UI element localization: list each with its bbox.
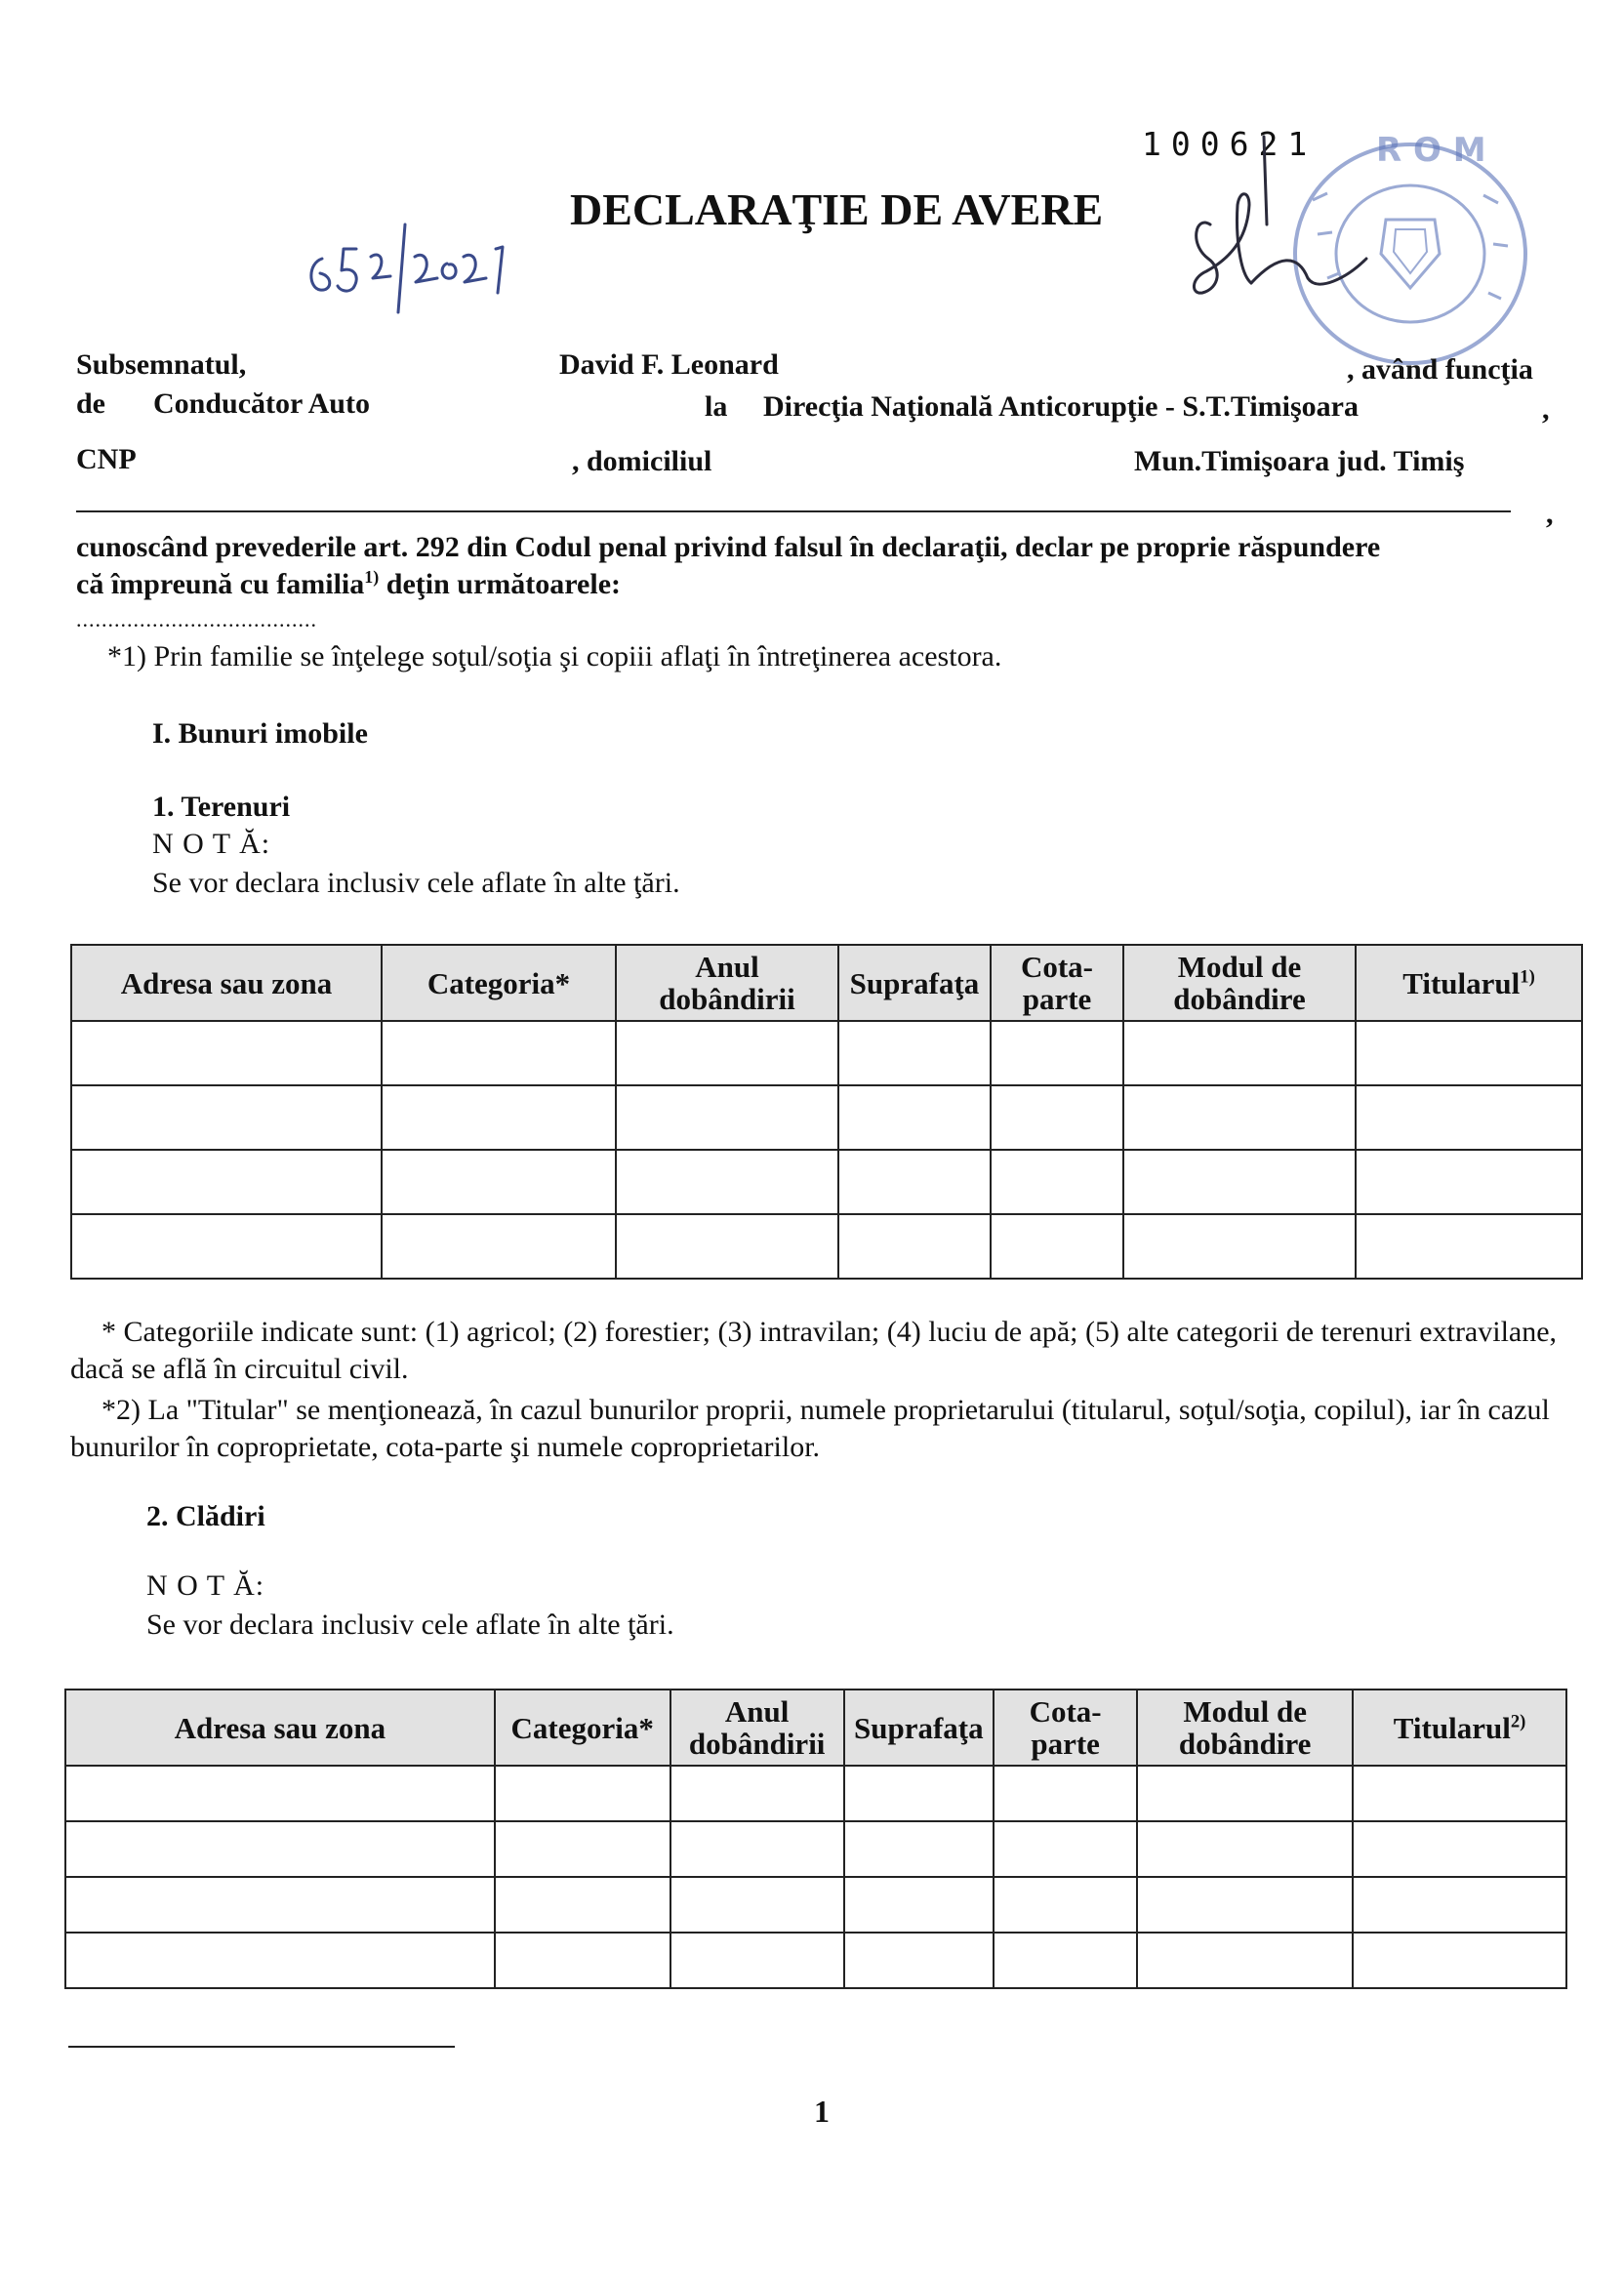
table-cell [65,1821,495,1877]
header-text: Titularul [1402,965,1521,1000]
declaration-line-2 [76,568,621,601]
header-text: parte [1031,1727,1100,1761]
header-text: dobândirii [659,982,795,1016]
declaration-text: că împreună cu familia [76,568,365,600]
function-value: Conducător Auto [153,387,370,420]
la-label: la [705,390,728,423]
table-cell [1356,1214,1582,1279]
col-header-cota [994,1690,1137,1766]
table-cell [1353,1933,1566,1988]
land-table [70,944,1583,1280]
footnote-ref: 1) [364,567,380,587]
table-cell [1353,1877,1566,1933]
table-cell [844,1933,994,1988]
table-cell [616,1085,838,1150]
table-cell [838,1021,991,1085]
table-cell [994,1766,1137,1821]
section-title: I. Bunuri imobile [152,717,368,750]
table-cell [495,1821,670,1877]
col-header-suprafata: Suprafaţa [844,1690,994,1766]
table-cell [71,1150,382,1214]
nota-label: N O T Ă: [152,828,271,860]
page-title: DECLARAŢIE DE AVERE [570,184,1104,234]
table-cell [382,1085,616,1150]
col-header-anul [670,1690,844,1766]
table-cell [495,1877,670,1933]
col-header-suprafata: Suprafaţa [838,945,991,1021]
comma-mark: , [1542,393,1550,426]
table-cell [670,1766,844,1821]
table-row [71,1214,1582,1279]
footnote-ref: 1) [1520,966,1535,988]
page-number: 1 [814,2094,830,2129]
col-header-categoria: Categoria* [382,945,616,1021]
table-cell [65,1877,495,1933]
titular-note: *2) La "Titular" se menţionează, în cazul bunurilor proprii, numele proprietarului (titularul, soţul/soţia, copilul), iar în cazul bunurilor în coproprietate, cota-parte şi numele coproprietarilor. [70,1394,1550,1463]
table-cell [1123,1021,1356,1085]
table-cell [616,1021,838,1085]
table-cell [670,1933,844,1988]
header-text: dobândirii [688,1727,826,1761]
table-cell [991,1150,1123,1214]
family-footnote: *1) Prin familie se înţelege soţul/soţia şi copiii aflaţi în întreţinerea acestora. [107,640,1002,672]
header-text: dobândire [1173,982,1306,1016]
nota-text: Se vor declara inclusiv cele aflate în alte ţări. [146,1608,674,1641]
col-header-adresa: Adresa sau zona [65,1690,495,1766]
subsection-title: 2. Clădiri [146,1500,265,1532]
col-header-modul [1137,1690,1353,1766]
declaration-text: deţin următoarele: [379,568,622,600]
col-header-cota [991,945,1123,1021]
table-cell [991,1021,1123,1085]
table-cell [1356,1021,1582,1085]
table-cell [1137,1877,1353,1933]
table-cell [65,1933,495,1988]
handwritten-registration-number [303,220,527,317]
dotted-separator: ...................................... [76,607,317,631]
table-cell [844,1821,994,1877]
table-cell [991,1085,1123,1150]
table-cell [495,1766,670,1821]
table-cell [382,1150,616,1214]
col-header-adresa: Adresa sau zona [71,945,382,1021]
header-text: Anul [724,1694,790,1729]
header-text: dobândire [1178,1727,1312,1761]
building-table [64,1689,1567,1989]
header-text: Titularul [1393,1710,1511,1745]
subsemnatul-label: Subsemnatul, [76,348,247,381]
declaration-line-1: cunoscând prevederile art. 292 din Codul penal privind falsul în declaraţii, declar pe proprie răspundere [76,531,1381,563]
table-cell [994,1821,1137,1877]
table-cell [616,1214,838,1279]
table-cell [1356,1150,1582,1214]
table-cell [838,1085,991,1150]
col-header-titularul [1356,945,1582,1021]
table-cell [1356,1085,1582,1150]
svg-text:R O M: R O M [1376,131,1486,170]
institution-value: Direcţia Naţională Anticorupţie - S.T.Timişoara [763,390,1359,423]
header-text: Modul de [1177,950,1302,984]
category-note: * Categoriile indicate sunt: (1) agricol; (2) forestier; (3) intravilan; (4) luciu de apă; (5) alte categorii de terenuri extravilane, dacă se află în circuitul civil. [70,1316,1558,1385]
table-cell [838,1150,991,1214]
table-cell [670,1877,844,1933]
header-text: parte [1022,982,1092,1016]
col-header-categoria: Categoria* [495,1690,670,1766]
col-header-modul [1123,945,1356,1021]
nota-text: Se vor declara inclusiv cele aflate în alte ţări. [152,867,680,899]
domiciliu-label: , domiciliul [572,445,712,477]
table-cell [71,1085,382,1150]
header-text: Modul de [1183,1694,1307,1729]
header-text: Anul [695,950,759,984]
table-cell [71,1021,382,1085]
function-label: , având funcţia [1347,353,1533,386]
table-cell [65,1766,495,1821]
table-cell [1137,1821,1353,1877]
table-cell [991,1214,1123,1279]
footnote-ref: 2) [1510,1711,1526,1732]
address-value: Mun.Timişoara jud. Timiş [1134,445,1465,477]
table-row [65,1821,1566,1877]
nota-label: N O T Ă: [146,1569,265,1602]
table-cell [495,1933,670,1988]
table-row [71,1085,1582,1150]
cnp-label: CNP [76,443,137,475]
col-header-anul [616,945,838,1021]
table-cell [994,1933,1137,1988]
table-cell [844,1877,994,1933]
table-cell [1353,1821,1566,1877]
table-cell [382,1214,616,1279]
table-cell [1353,1766,1566,1821]
table-row [65,1933,1566,1988]
footnote-rule [68,2046,455,2048]
table-cell [382,1021,616,1085]
table-cell [1123,1150,1356,1214]
table-cell [71,1214,382,1279]
table-cell [844,1766,994,1821]
table-cell [994,1877,1137,1933]
table-cell [670,1821,844,1877]
table-row [65,1766,1566,1821]
col-header-titularul [1353,1690,1566,1766]
table-cell [1137,1766,1353,1821]
header-text: Cota- [1029,1694,1102,1729]
comma-mark: , [1546,498,1554,530]
subsection-title: 1. Terenuri [152,791,291,823]
table-cell [616,1150,838,1214]
table-row [65,1877,1566,1933]
header-text: Cota- [1020,950,1094,984]
table-cell [1123,1214,1356,1279]
doc-number: 100621 [1142,125,1318,163]
table-row [71,1021,1582,1085]
address-line [76,510,1511,512]
table-cell [1123,1085,1356,1150]
table-cell [1137,1933,1353,1988]
table-row [71,1150,1582,1214]
de-label: de [76,387,105,420]
table-cell [838,1214,991,1279]
declarant-name: David F. Leonard [559,348,779,381]
